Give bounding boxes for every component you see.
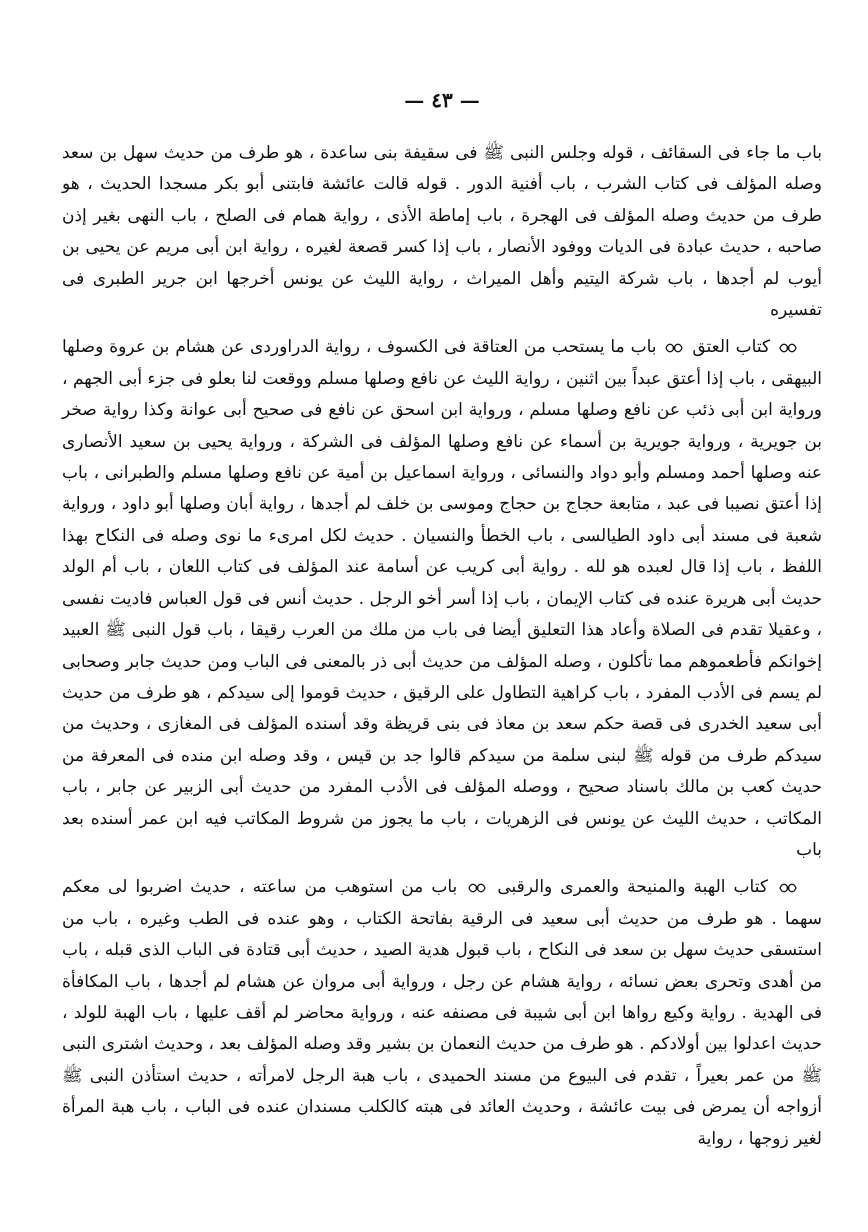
section-heading-hiba: كتاب الهبة والمنيحة والعمرى والرقبى (497, 877, 768, 898)
ornament-icon (467, 881, 487, 895)
section-body-hiba: باب من استوهب من ساعته ، حديث اضربوا لى معكم سهما . هو طرف من حديث أبى سعيد فى الرقية بفاتحة الكتاب ، وهو عنده فى الطب وغيره ، باب من استسقى حديث سهل بن سعد فى النكاح ، باب قبول هدية الصيد ، حديث أبى قتادة فى الباب الذى قبله ، باب من أهدى وتحرى بعض نسائه ، رواية هشام عن رجل ، ورواية أبى مروان عن هشام لم أجدها ، باب المكافأة فى الهدية . رواية وكيع رواها ابن أبى شيبة فى مصنفه عنه ، ورواية محاضر لم أقف عليها ، باب الهبة للولد ، حديث اعدلوا بين أولادكم . هو طرف من حديث النعمان بن بشير وقد وصله المؤلف بعد ، وحديث اشترى النبى ﷺ من عمر بعيراً ، تقدم فى البيوع من مسند الحميدى ، باب هبة الرجل لامرأته ، حديث استأذن النبى ﷺ أزواجه أن يمرض فى بيت عائشة ، وحديث العائد فى هبته كالكلب مسندان عنده فى الباب ، باب هبة المرأة لغير زوجها ، رواية (62, 877, 822, 1149)
paragraph-1: باب ما جاء فى السقائف ، قوله وجلس النبى ﷺ فى سقيفة بنى ساعدة ، هو طرف من حديث سهل بن سعد وصله المؤلف فى كتاب الشرب ، باب أفنية الدور . قوله قالت عائشة فابتنى أبو بكر مسجدا الحديث ، هو طرف من حديث وصله المؤلف فى الهجرة ، باب إماطة الأذى ، رواية همام فى الصلح ، باب النهى بغير إذن صاحبه ، حديث عبادة فى الديات ووفود الأنصار ، باب إذا كسر قصعة لغيره ، رواية ابن أبى مريم عن يحيى بن أيوب لم أجدها ، باب شركة اليتيم وأهل الميراث ، رواية الليث عن يونس أخرجها ابن جرير الطبرى فى تفسيره (62, 143, 822, 321)
ornament-icon (778, 881, 798, 895)
page-number: — ٤٣ — (404, 88, 480, 112)
paragraph-2 (62, 332, 822, 866)
ornament-icon (664, 341, 684, 355)
paragraph-3 (62, 872, 822, 1155)
book-page (62, 90, 822, 1200)
ornament-icon (778, 341, 798, 355)
page-body (62, 138, 822, 1161)
section-body-itq: باب ما يستحب من العتاقة فى الكسوف ، رواية الدراوردى عن هشام بن عروة وصلها البيهقى ، باب إذا أعتق عبداً بين اثنين ، رواية الليث عن نافع وصلها مسلم ووقعت لنا بعلو فى جزء أبى الجهم ، ورواية ابن أبى ذئب عن نافع وصلها مسلم ، ورواية ابن اسحق عن نافع فى صحيح أبى عوانة وكذا رواية صخر بن جويرية ، ورواية جويرية بن أسماء عن نافع وصلها المؤلف فى الشركة ، ورواية يحيى بن سعيد الأنصارى عنه وصلها أحمد ومسلم وأبو دواد والنسائى ، ورواية اسماعيل بن أمية عن نافع وصلها مسلم والطبرانى ، باب إذا أعتق نصيبا فى عبد ، متابعة حجاج بن حجاج وموسى بن خلف لم أجدها ، رواية أبان وصلها أبو داود ، ورواية شعبة فى مسند أبى داود الطيالسى ، باب الخطأ والنسيان . حديث لكل امرىء ما نوى وصله فى النكاح بهذا اللفظ ، باب إذا قال لعبده هو لله . رواية أبى كريب عن أسامة عند المؤلف فى كتاب اللعان ، باب أم الولد حديث أبى هريرة عنده فى كتاب الإيمان ، باب إذا أسر أخو الرجل . حديث أنس فى قول العباس فاديت نفسى ، وعقيلا تقدم فى الصلاة وأعاد هذا التعليق أيضا فى باب من ملك من العرب رقيقا ، باب قول النبى ﷺ العبيد إخوانكم فأطعموهم مما تأكلون ، وصله المؤلف من حديث أبى ذر بالمعنى فى الباب ومن حديث جابر وصحابى لم يسم فى الأدب المفرد ، باب كراهية التطاول على الرقيق ، حديث قوموا إلى سيدكم ، هو طرف من حديث أبى سعيد الخدرى فى قصة حكم سعد بن معاذ فى بنى قريظة وقد أسنده المؤلف فى المغازى ، وحديث من سيدكم طرف من قوله ﷺ لبنى سلمة من سيدكم قالوا جد بن قيس ، وقد وصله ابن منده فى المعرفة من حديث كعب بن مالك باسناد صحيح ، ووصله المؤلف فى الأدب المفرد من حديث أبى الزبير عن جابر ، باب المكاتب ، حديث الليث عن يونس فى الزهريات ، باب ما يجوز من شروط المكاتب فيه ابن عمر أسنده بعد باب (62, 337, 822, 860)
section-heading-itq: كتاب العتق (692, 337, 771, 358)
